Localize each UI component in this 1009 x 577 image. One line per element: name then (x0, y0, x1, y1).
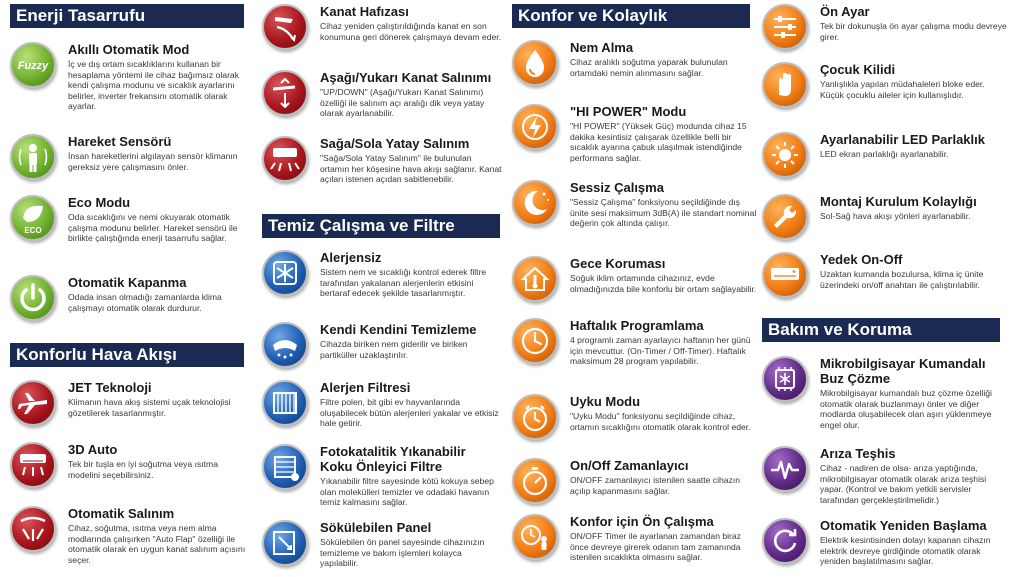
feature-title: Aşağı/Yukarı Kanat Salınımı (320, 70, 492, 85)
feature-title: Sökülebilen Panel (320, 520, 432, 535)
feature-title: Otomatik Salınım (68, 506, 175, 521)
feature-title: On/Off Zamanlayıcı (570, 458, 689, 473)
feature-description: Oda sıcaklığını ve nemi okuyarak otomatik çalışma modunu belirler. Hareket sensörü ile birlikte çalıştığında enerji tasarrufu sağlar. (68, 212, 238, 244)
feature-preset (762, 4, 1007, 56)
feature-pre-comfort (512, 514, 757, 576)
feature-auto-swing (10, 506, 250, 574)
feature-title: Akıllı Otomatik Mod (68, 42, 190, 57)
clock-person-icon (512, 514, 558, 560)
ac-unit-icon (762, 252, 808, 298)
feature-silent (512, 180, 757, 250)
feature-dehumidify (512, 40, 757, 90)
feature-leftright-swing (262, 136, 502, 198)
fuzzy-logo-icon (10, 42, 56, 88)
feature-title: Kanat Hafızası (320, 4, 409, 19)
feature-backup-onoff (762, 252, 1007, 312)
water-drop-icon (512, 40, 558, 86)
power-icon (10, 275, 56, 321)
snowflake-shield-icon (262, 250, 308, 296)
feature-easy-install (762, 194, 1007, 244)
feature-title: Eco Modu (68, 195, 131, 210)
feature-description: Mikrobilgisayar kumandalı buz çözme özelliği otomatik olarak buzlanmayı önler ve diğer modlarda oluşabilecek olan aşırı yüklenmeye engel olur. (820, 388, 992, 430)
sliders-icon (762, 4, 808, 50)
feature-title: Otomatik Yeniden Başlama (820, 518, 987, 533)
feature-weekly-program (512, 318, 757, 390)
section-header-airflow: Konforlu Hava Akışı (10, 343, 244, 367)
microchip-snowflake-icon (762, 356, 808, 402)
feature-description: Tek bir tuşla en iyi soğutma veya ısıtma modelini seçebilirsiniz. (68, 459, 218, 480)
feature-description: Sol-Sağ hava akışı yönleri ayarlanabilir. (820, 211, 971, 221)
wrench-icon (762, 194, 808, 240)
feature-description: Elektrik kesintisinden dolayı kapanan cihazın elektrik devreye girdiğinde otomatik olarak yeniden başlatılmasını sağlar. (820, 535, 991, 567)
house-thermometer-icon (512, 256, 558, 302)
eco-leaf-icon (10, 195, 56, 241)
feature-description: Filtre polen, bit gibi ev hayvanlarında oluşabilecek bütün alerjenleri yakalar ve etkisiz hale getirir. (320, 397, 499, 429)
leftright-airflow-icon (262, 136, 308, 182)
feature-description: "HI POWER" (Yüksek Güç) modunda cihaz 15 dakika kesintisiz çalışarak özellikle belli bir sıcaklık ayarına çabuk ulaşılmak istendiğinde performans sağlar. (570, 121, 747, 163)
feature-title: Ayarlanabilir LED Parlaklık (820, 132, 985, 147)
feature-fault-diagnosis (762, 446, 1007, 512)
feature-title: Gece Koruması (570, 256, 666, 271)
feature-night-guard (512, 256, 757, 312)
feature-title: Ön Ayar (820, 4, 870, 19)
feature-title: Hareket Sensörü (68, 134, 172, 149)
feature-title: Nem Alma (570, 40, 634, 55)
refresh-icon (762, 518, 808, 564)
feature-description: Cihaz, soğutma, ısıtma veya nem alma modlarında çalışırken "Auto Flap" özelliği ile otomatik olarak en uygun kanat salınım açısını seçer. (68, 523, 246, 565)
feature-description: Sistem nem ve sıcaklığı kontrol ederek filtre tarafından yakalanan alerjenlerin etkisini bertaraf edecek şekilde tasarlanmıştır. (320, 267, 487, 299)
heartbeat-icon (762, 446, 808, 492)
feature-allergen-filter (262, 380, 502, 438)
filter-catalyst-icon (262, 444, 308, 490)
feature-eco-mode (10, 195, 250, 265)
child-hand-icon (762, 62, 808, 108)
feature-description: ON/OFF Timer ile ayarlanan zamandan biraz önce devreye girerek odanın tam zamanında istenilen sıcaklıkta olmasını sağlar. (570, 531, 741, 563)
feature-title: JET Teknoloji (68, 380, 152, 395)
feature-removable-panel (262, 520, 502, 576)
self-clean-icon (262, 322, 308, 368)
feature-fuzzy-auto-mode (10, 42, 250, 128)
feature-photocatalytic-filter (262, 444, 502, 514)
feature-description: LED ekran parlaklığı ayarlanabilir. (820, 149, 949, 159)
feature-description: "Uyku Modu" fonksiyonu seçildiğinde cihaz, ortamın sıcaklığını otomatik olarak kontrol eder. (570, 411, 751, 432)
feature-title: Çocuk Kilidi (820, 62, 896, 77)
feature-description: Yanlışlıkla yapılan müdahaleleri bloke eder. Küçük çocuklu aileler için kullanışlıdır. (820, 79, 985, 100)
feature-title: Montaj Kurulum Kolaylığı (820, 194, 977, 209)
feature-updown-swing (262, 70, 502, 132)
feature-description: "UP/DOWN" (Aşağı/Yukarı Kanat Salınımı) özelliği ile salınım açı aralığı dik veya yatay olarak ayarlanabilir. (320, 87, 485, 119)
feature-description: Cihaz - nadiren de olsa- arıza yaptığında, mikrobilgisayar otomatik olarak arıza teşhisi yapar. (Kontrol ve bakım yetkili servisler tarafından gerçekleştirilmelidir.) (820, 463, 987, 505)
feature-description: Sökülebilen ön panel sayesinde cihazınızın temizleme ve bakım işlemleri kolayca yapılabilir. (320, 537, 485, 569)
swing-arrows-icon (10, 506, 56, 552)
updown-flap-icon (262, 70, 308, 116)
feature-title: Fotokatalitik Yıkanabilir Koku Önleyici Filtre (320, 444, 466, 474)
feature-description: Uzaktan kumanda bozulursa, klima iç ünite üzerindeki on/off anahtarı ile çalıştırılabilir. (820, 269, 984, 290)
feature-flap-memory (262, 4, 502, 66)
section-header-maintenance: Bakım ve Koruma (762, 318, 1000, 342)
sleep-clock-icon (512, 394, 558, 440)
flap-memory-icon (262, 4, 308, 50)
feature-led-brightness (762, 132, 1007, 182)
feature-title: Otomatik Kapanma (68, 275, 187, 290)
feature-auto-off (10, 275, 250, 325)
feature-title: Haftalık Programlama (570, 318, 704, 333)
svg-text:ECO: ECO (24, 226, 42, 235)
section-header-comfort: Konfor ve Kolaylık (512, 4, 750, 28)
feature-title: Arıza Teşhis (820, 446, 896, 461)
panel-icon (262, 520, 308, 566)
feature-jet-technology (10, 380, 250, 430)
feature-allergen-free (262, 250, 502, 318)
feature-auto-restart (762, 518, 1007, 576)
feature-description: Odada insan olmadığı zamanlarda klima çalışmayı otomatik olarak durdurur. (68, 292, 222, 313)
filter-mesh-icon (262, 380, 308, 426)
lightning-icon (512, 104, 558, 150)
weekly-clock-icon (512, 318, 558, 364)
feature-description: Cihazda biriken nem giderilir ve biriken partiküller uzaklaştırılır. (320, 339, 468, 360)
feature-title: Uyku Modu (570, 394, 641, 409)
person-sensor-icon (10, 134, 56, 180)
feature-title: Konfor için Ön Çalışma (570, 514, 714, 529)
feature-onoff-timer (512, 458, 757, 508)
feature-description: "Sağa/Sola Yatay Salınım" ile bulunulan ortamın her köşesine hava akışı sağlanır. Kanat açıları istenen açıdan sabitlenebilir. (320, 153, 502, 185)
feature-title: 3D Auto (68, 442, 118, 457)
feature-description: 4 programlı zaman ayarlayıcı haftanın her günü için mevcuttur. (On-Timer / Off-Timer). Haftalık maksimum 28 program yapılabilir. (570, 335, 751, 367)
feature-description: İnsan hareketlerini algılayan sensör klimanın gereksiz yere çalışmasını önler. (68, 151, 238, 172)
feature-description: ON/OFF zamanlayıcı istenilen saatte cihazın açılıp kapanmasını sağlar. (570, 475, 741, 496)
feature-description: Soğuk iklim ortamında cihazınız, evde olmadığınızda bile konforlu bir ortam sağlayabilir. (570, 273, 757, 294)
feature-title: Alerjen Filtresi (320, 380, 411, 395)
feature-title: Kendi Kendini Temizleme (320, 322, 477, 337)
feature-title: Yedek On-Off (820, 252, 903, 267)
feature-title: Sağa/Sola Yatay Salınım (320, 136, 470, 151)
feature-description: Yıkanabilir filtre sayesinde kötü kokuya sebep olan molekülleri temizler ve odadaki havanın temiz kalmasını sağlar. (320, 476, 494, 508)
feature-title: Sessiz Çalışma (570, 180, 664, 195)
feature-title: Alerjensiz (320, 250, 382, 265)
feature-description: İç ve dış ortam sıcaklıklarını kullanan bir hesaplama yöntemi ile cihaz bağımsız olarak kendi çalışma modunu ve sıcaklık ayarlarını belirler, inverter frekansını otomatik olarak ayarlar. (68, 59, 240, 112)
feature-child-lock (762, 62, 1007, 122)
feature-motion-sensor (10, 134, 250, 184)
feature-self-clean (262, 322, 502, 372)
feature-title: Mikrobilgisayar Kumandalı Buz Çözme (820, 356, 986, 386)
feature-hi-power (512, 104, 757, 174)
feature-description: Tek bir dokunuşla ön ayar çalışma modu devreye girer. (820, 21, 1007, 42)
svg-text:Fuzzy: Fuzzy (17, 60, 49, 72)
moon-stars-icon (512, 180, 558, 226)
section-header-cleaning: Temiz Çalışma ve Filtre (262, 214, 500, 238)
feature-3d-auto (10, 442, 250, 494)
feature-description: Cihaz yeniden çalıştırıldığında kanat en son konumuna geri dönerek çalışmaya devam eder. (320, 21, 502, 42)
feature-description: Klimanın hava akış sistemi uçak teknolojisi gözetilerek tasarlanmıştır. (68, 397, 231, 418)
feature-defrost (762, 356, 1007, 442)
brightness-icon (762, 132, 808, 178)
feature-sleep-mode (512, 394, 757, 450)
ac-unit-arrows-icon (10, 442, 56, 488)
feature-description: Cihaz aralıklı soğutma yaparak bulunulan ortamdaki nemin alınmasını sağlar. (570, 57, 728, 78)
section-header-energy: Enerji Tasarrufu (10, 4, 244, 28)
feature-title: "HI POWER" Modu (570, 104, 687, 119)
airplane-icon (10, 380, 56, 426)
timer-icon (512, 458, 558, 504)
feature-description: "Sessiz Çalışma" fonksiyonu seçildiğinde dış ünite sesi maksimum 3dB(A) ile standart nominal değerin çok altında çalışır. (570, 197, 757, 229)
